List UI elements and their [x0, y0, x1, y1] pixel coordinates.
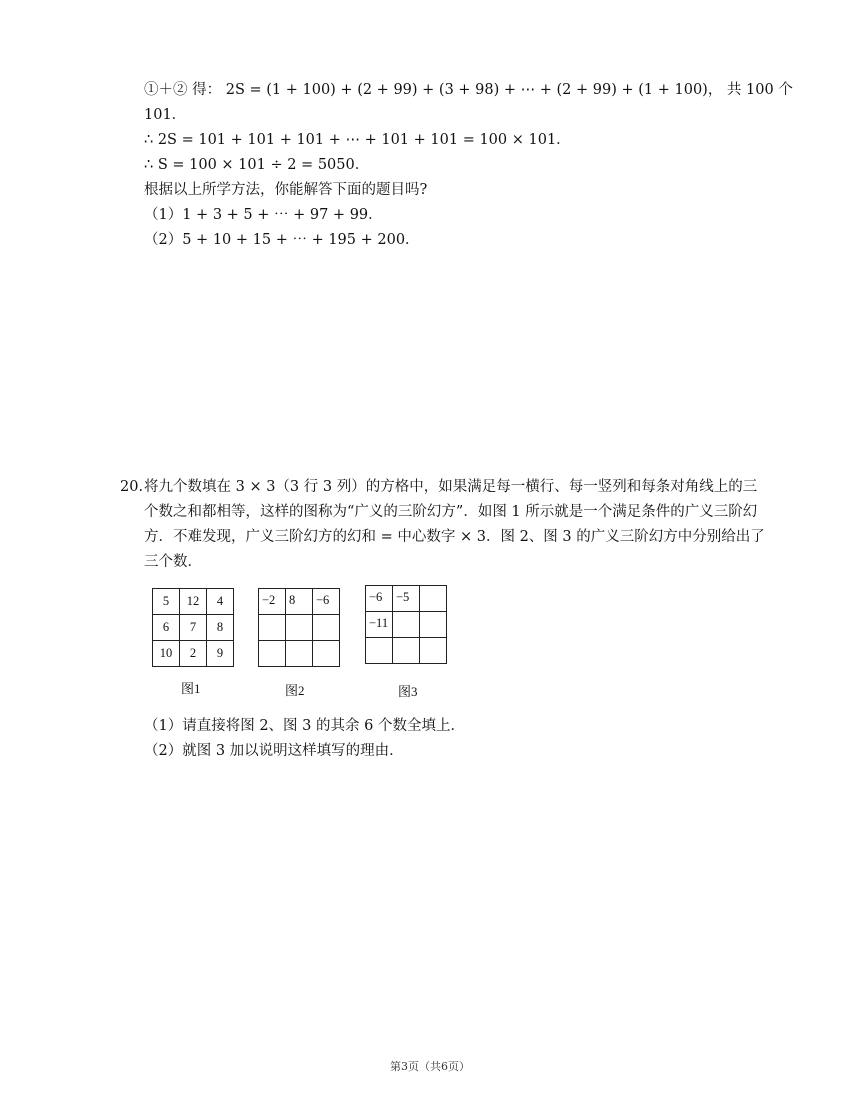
grid-cell: −5 [393, 586, 420, 612]
q20-text-line-2: 个数之和都相等，这样的图称为“广义的三阶幻方”．如图 1 所示就是一个满足条件的广义三阶幻 [144, 504, 758, 520]
q20-text-line-1: 将九个数填在 3 × 3（3 行 3 列）的方格中，如果满足每一横行、每一竖列和每条对角线上的三 [144, 479, 758, 495]
grid-cell: 12 [180, 589, 207, 615]
grid-cell [420, 638, 447, 664]
grid-cell [259, 615, 286, 641]
grid-cell: 8 [207, 615, 234, 641]
grid-cell: −2 [259, 589, 286, 615]
page-footer: 第3页（共6页） [390, 1060, 470, 1073]
grid-cell: 2 [180, 641, 207, 667]
grid-cell [393, 638, 420, 664]
grid-cell [286, 641, 313, 667]
grid-cell: 4 [207, 589, 234, 615]
grid-cell: 6 [153, 615, 180, 641]
equation-sum-continued: 101． [144, 107, 187, 123]
grid-cell [313, 641, 340, 667]
grid-cell: −6 [366, 586, 393, 612]
grid-cell [393, 612, 420, 638]
grid-cell [259, 641, 286, 667]
subquestion-2: （2）5 + 10 + 15 + ⋯ + 195 + 200． [144, 232, 420, 248]
magic-square-figure-3 [365, 585, 447, 664]
q20-text-line-4: 三个数． [144, 554, 202, 570]
magic-square-figure-1 [152, 588, 234, 667]
grid-cell [313, 615, 340, 641]
grid-cell [286, 615, 313, 641]
grid-cell [366, 638, 393, 664]
magic-square-figure-2 [258, 588, 340, 667]
grid-cell: 9 [207, 641, 234, 667]
grid-cell: 8 [286, 589, 313, 615]
grid-cell: 5 [153, 589, 180, 615]
figure-2-caption: 图2 [285, 683, 305, 698]
grid-cell: −11 [366, 612, 393, 638]
grid-cell [420, 612, 447, 638]
grid-cell [420, 586, 447, 612]
q20-subquestion-1: （1）请直接将图 2、图 3 的其余 6 个数全填上． [144, 718, 465, 734]
q20-subquestion-2: （2）就图 3 加以说明这样填写的理由． [144, 743, 404, 759]
question-number: 20. [120, 479, 144, 495]
figure-3-caption: 图3 [398, 684, 418, 699]
equation-2s-line: ∴ 2S = 101 + 101 + 101 + ⋯ + 101 + 101 = 100 × 101． [144, 132, 571, 148]
grid-cell: 10 [153, 641, 180, 667]
q20-text-line-3: 方．不难发现，广义三阶幻方的幻和 = 中心数字 × 3．图 2、图 3 的广义三阶幻方中分别给出了 [144, 529, 765, 545]
figure-1-caption: 图1 [181, 681, 201, 696]
grid-cell: −6 [313, 589, 340, 615]
subquestion-1: （1）1 + 3 + 5 + ⋯ + 97 + 99． [144, 207, 383, 223]
prompt-line: 根据以上所学方法，你能解答下面的题目吗? [144, 182, 428, 198]
equation-s-line: ∴ S = 100 × 101 ÷ 2 = 5050． [144, 157, 370, 173]
equation-sum-line: ①＋② 得： 2S = (1 + 100) + (2 + 99) + (3 + 98) + ⋯ + (2 + 99) + (1 + 100)， 共 100 个 [144, 82, 793, 98]
grid-cell: 7 [180, 615, 207, 641]
